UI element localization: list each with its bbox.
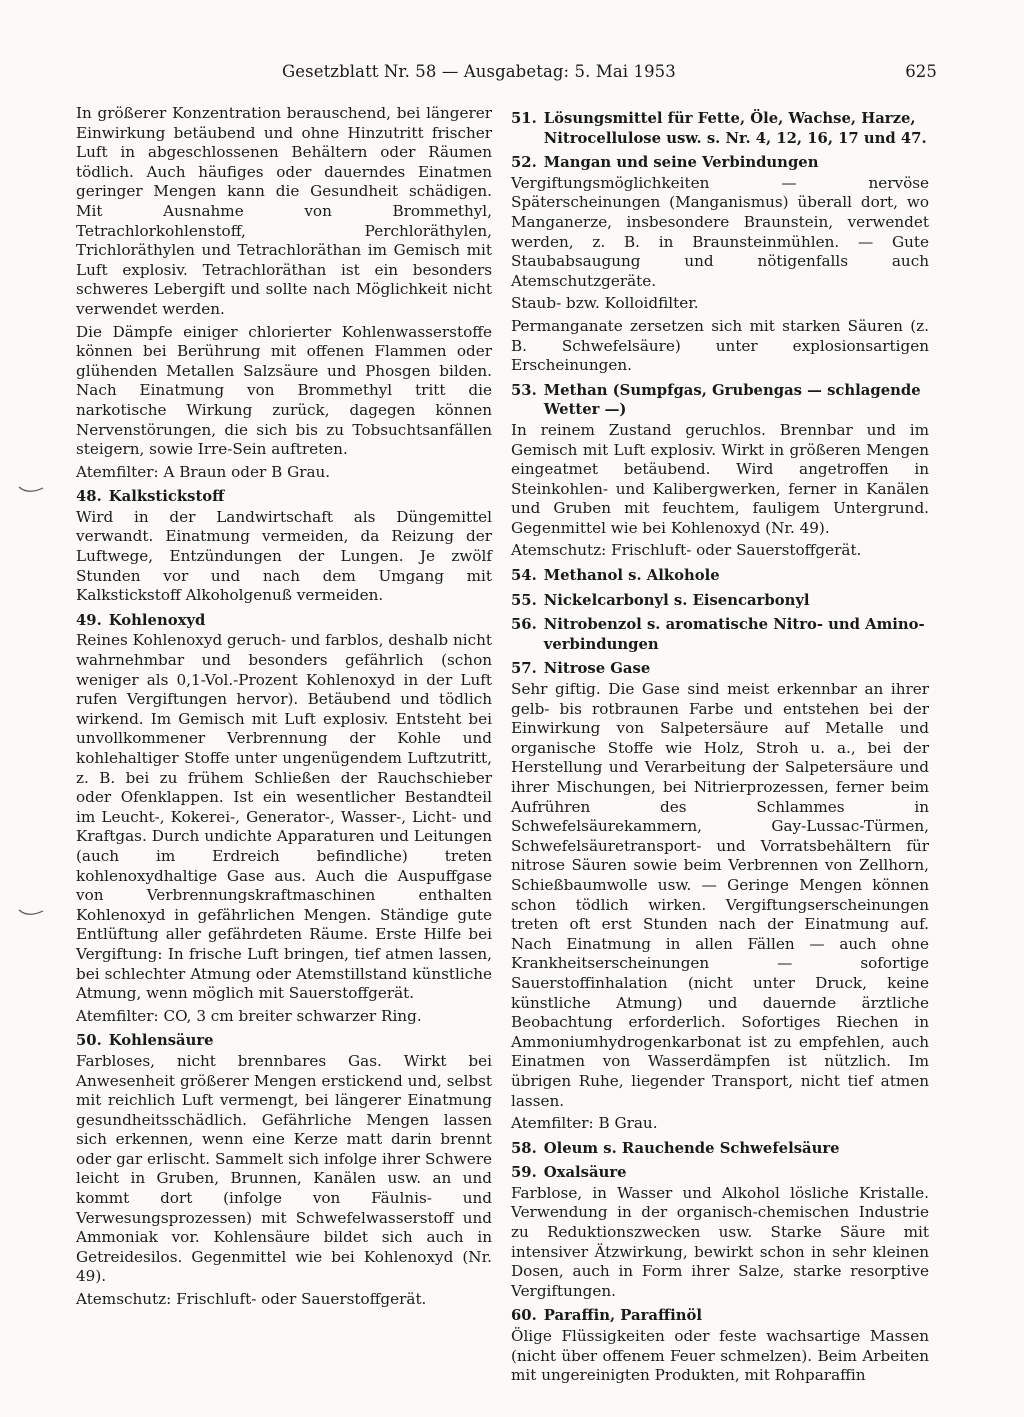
header-title: Gesetzblatt Nr. 58 — Ausgabetag: 5. Mai 1953 bbox=[282, 62, 676, 81]
section-title: Nitrose Gase bbox=[543, 660, 651, 678]
section-title-line: Methan (Sumpfgas, Grubengas — schlagende bbox=[543, 381, 921, 399]
section-number: 51. bbox=[511, 110, 537, 127]
section-heading-50 bbox=[76, 1031, 492, 1051]
section-52-note: Permanganate zersetzen sich mit starken Säuren (z. B. Schwefelsäure) unter explosionsartigen Erscheinungen. bbox=[511, 316, 929, 375]
section-title-line: Wetter —) bbox=[543, 401, 627, 419]
right-column bbox=[511, 104, 929, 1389]
section-title: Kohlenoxyd bbox=[108, 611, 206, 629]
section-53-protection: Atemschutz: Frischluft- oder Sauerstoffgerät. bbox=[511, 541, 862, 560]
section-heading-48 bbox=[76, 487, 492, 507]
section-number: 60. bbox=[511, 1307, 537, 1325]
section-57-body: Sehr giftig. Die Gase sind meist erkennbar an ihrer gelb- bis rotbraunen Farbe und entstehen bei der Einwirkung von Salpetersäure auf Metalle und organische Stoffe wie Holz, Stroh u. a., bei der Herstellung und Verarbeitung der Salpetersäure und ihrer Mischungen, bei Nitrierprozessen, ferner beim Aufrühren des Schlammes in Schwefelsäurekammern, Gay-Lussac-Türmen, Schwefelsäuretransport- und Vorratsbehältern für nitrose Säuren sowie beim Verbrennen von Zellhorn, Schießbaumwolle usw. — Geringe Mengen können schon tödlich wirken. Vergiftungserscheinungen treten oft erst Stunden nach der Einatmung auf. Nach Einatmung in allen Fällen — auch ohne Krankheitserscheinungen — sofortige Sauerstoffinhalation (nicht unter Druck, keine künstliche Atmung) und dauernde ärztliche Beobachtung erforderlich. Sofortiges Riechen in Ammoniumhydrogenkarbonat ist zu empfehlen, auch Einatmen von Wasserdämpfen ist nützlich. Im übrigen Ruhe, liegender Transport, nicht tief atmen lassen. bbox=[511, 680, 929, 1110]
section-title: Methanol s. Alkohole bbox=[543, 567, 720, 585]
section-title: Mangan und seine Verbindungen bbox=[543, 154, 819, 172]
section-heading-52 bbox=[511, 153, 929, 173]
section-title: Kalkstickstoff bbox=[108, 488, 225, 506]
section-48-body: Wird in der Landwirtschaft als Düngemittel verwandt. Einatmung vermeiden, da Reizung der Luftwege, Entzündungen der Lungen. Je zwölf Stunden vor und nach dem Umgang mit Kalkstickstoff Alkoholgenuß vermeiden. bbox=[76, 507, 492, 605]
section-57-filter: Atemfilter: B Grau. bbox=[511, 1114, 658, 1133]
intro-paragraph-1: In größerer Konzentration berauschend, bei längerer Einwirkung betäubend und ohne Hinzutritt frischer Luft in abgeschlossenen Behältern oder Räumen tödlich. Auch häufiges oder dauerndes Einatmen geringer Mengen kann die Gesundheit schädigen. Mit Ausnahme von Brommethyl, Tetrachlorkohlenstoff, Perchloräthylen, Trichloräthylen und Tetrachloräthan im Gemisch mit Luft explosiv. Tetrachloräthan ist ein besonders schweres Lebergift und sollte nach Möglichkeit nicht verwendet werden. bbox=[76, 104, 492, 318]
section-number: 52. bbox=[511, 154, 537, 172]
section-heading-57 bbox=[511, 659, 929, 679]
section-49-filter: Atemfilter: CO, 3 cm breiter schwarzer Ring. bbox=[76, 1006, 422, 1025]
section-60-body: Ölige Flüssigkeiten oder feste wachsartige Massen (nicht über offenem Feuer schmelzen). Beim Arbeiten mit ungereinigten Produkten, mit Rohparaffin bbox=[511, 1327, 929, 1385]
section-number: 48. bbox=[76, 488, 102, 506]
section-number: 54. bbox=[511, 567, 537, 585]
section-title: Kohlensäure bbox=[108, 1032, 214, 1050]
section-number: 56. bbox=[511, 616, 537, 634]
section-heading-49 bbox=[76, 611, 492, 631]
section-52-filter: Staub- bzw. Kolloidfilter. bbox=[511, 294, 699, 313]
section-49-body: Reines Kohlenoxyd geruch- und farblos, deshalb nicht wahrnehmbar und besonders gefährlich (schon weniger als 0,1-Vol.-Prozent Kohlenoxyd in der Luft rufen Vergiftungen hervor). Betäubend und tödlich wirkend. Im Gemisch mit Luft explosiv. Entsteht bei unvollkommener Verbrennung der Kohle und kohlehaltiger Stoffe unter ungenügendem Luftzutritt, z. B. bei zu frühem Schließen der Rauchschieber oder Ofenklappen. Ist ein wesentlicher Bestandteil im Leucht-, Kokerei-, Generator-, Wasser-, Licht- und Kraftgas. Durch undichte Apparaturen und Leitungen (auch im Erdreich befindliche) treten kohlenoxydhaltige Gase aus. Auch die Auspuffgase von Verbrennungskraftmaschinen enthalten Kohlenoxyd in gefährlichen Mengen. Ständige gute Entlüftung aller gefährdeten Räume. Erste Hilfe bei Vergiftung: In frische Luft bringen, tief atmen lassen, bei schlechter Atmung oder Atemstillstand künstliche Atmung, wenn möglich mit Sauerstoffgerät. bbox=[76, 631, 492, 1003]
section-heading-51 bbox=[511, 109, 929, 148]
section-title-line: verbindungen bbox=[543, 635, 659, 653]
margin-check-mark-icon bbox=[18, 484, 44, 496]
section-50-body: Farbloses, nicht brennbares Gas. Wirkt bei Anwesenheit größerer Mengen erstickend und, selbst mit reichlich Luft vermengt, bei längerer Einatmung gesundheitsschädlich. Gefährliche Mengen lassen sich erkennen, wenn eine Kerze matt darin brennt oder gar erlischt. Sammelt sich infolge ihrer Schwere leicht in Gruben, Brunnen, Kanälen usw. an und kommt dort (infolge von Fäulnis- und Verwesungsprozessen) mit Schwefelwasserstoff und Ammoniak vor. Kohlensäure bildet sich auch in Getreidesilos. Gegenmittel wie bei Kohlenoxyd (Nr. 49). bbox=[76, 1051, 492, 1286]
section-title: Paraffin, Paraffinöl bbox=[543, 1307, 702, 1325]
section-title: Nickelcarbonyl s. Eisencarbonyl bbox=[543, 591, 810, 609]
section-heading-58 bbox=[511, 1139, 929, 1159]
margin-check-mark-icon bbox=[18, 907, 44, 919]
section-title bbox=[544, 381, 929, 420]
page-number: 625 bbox=[905, 62, 937, 81]
left-column bbox=[76, 104, 492, 1313]
section-53-body: In reinem Zustand geruchlos. Brennbar und im Gemisch mit Luft explosiv. Wirkt in größeren Mengen eingeatmet betäubend. Wird angetroffen in Steinkohlen- und Kalibergwerken, ferner in Kanälen und Gruben mit feuchtem, fauligem Untergrund. Gegenmittel wie bei Kohlenoxyd (Nr. 49). bbox=[511, 420, 929, 537]
section-title bbox=[544, 615, 929, 654]
section-title: Oxalsäure bbox=[543, 1164, 627, 1182]
section-heading-54 bbox=[511, 566, 929, 586]
section-number: 59. bbox=[511, 1164, 537, 1182]
section-heading-56 bbox=[511, 615, 929, 654]
section-heading-59 bbox=[511, 1163, 929, 1183]
section-52-body: Vergiftungsmöglichkeiten — nervöse Späterscheinungen (Manganismus) überall dort, wo Manganerze, insbesondere Braunstein, verwendet werden, z. B. in Braunsteinmühlen. — Gute Staubabsaugung und nötigenfalls auch Atemschutzgeräte. bbox=[511, 173, 929, 290]
section-title: Lösungsmittel für Fette, Öle, Wachse, Harze, Nitrocellulose usw. s. Nr. 4, 12, 16, 17 und 47. bbox=[543, 110, 927, 147]
intro-paragraph-2: Die Dämpfe einiger chlorierter Kohlenwasserstoffe können bei Berührung mit offenen Flammen oder glühenden Metallen Salzsäure und Phosgen bilden. Nach Einatmung von Brommethyl tritt die narkotische Wirkung zurück, dagegen können Nervenstörungen, die sich bis zu Tobsuchtsanfällen steigern, sowie Irre-Sein auftreten. bbox=[76, 322, 492, 459]
section-heading-60 bbox=[511, 1306, 929, 1326]
section-number: 50. bbox=[76, 1032, 102, 1050]
section-number: 49. bbox=[76, 611, 102, 629]
section-title: Oleum s. Rauchende Schwefelsäure bbox=[543, 1139, 840, 1157]
section-59-body: Farblose, in Wasser und Alkohol lösliche Kristalle. Verwendung in der organisch-chemischen Industrie zu Reduktionszwecken usw. Starke Säure mit intensiver Ätzwirkung, bewirkt schon in sehr kleinen Dosen, auch in Form ihrer Salze, starke resorptive Vergiftungen. bbox=[511, 1183, 929, 1300]
section-number: 55. bbox=[511, 591, 537, 609]
intro-filter: Atemfilter: A Braun oder B Grau. bbox=[76, 462, 331, 481]
section-number: 53. bbox=[511, 381, 537, 399]
section-50-protection: Atemschutz: Frischluft- oder Sauerstoffgerät. bbox=[76, 1290, 427, 1309]
section-number: 58. bbox=[511, 1139, 537, 1157]
section-number: 57. bbox=[511, 660, 537, 678]
section-heading-53 bbox=[511, 381, 929, 420]
section-heading-55 bbox=[511, 591, 929, 611]
page-header bbox=[282, 62, 937, 90]
section-title-line: Nitrobenzol s. aromatische Nitro- und Amino- bbox=[543, 616, 925, 634]
